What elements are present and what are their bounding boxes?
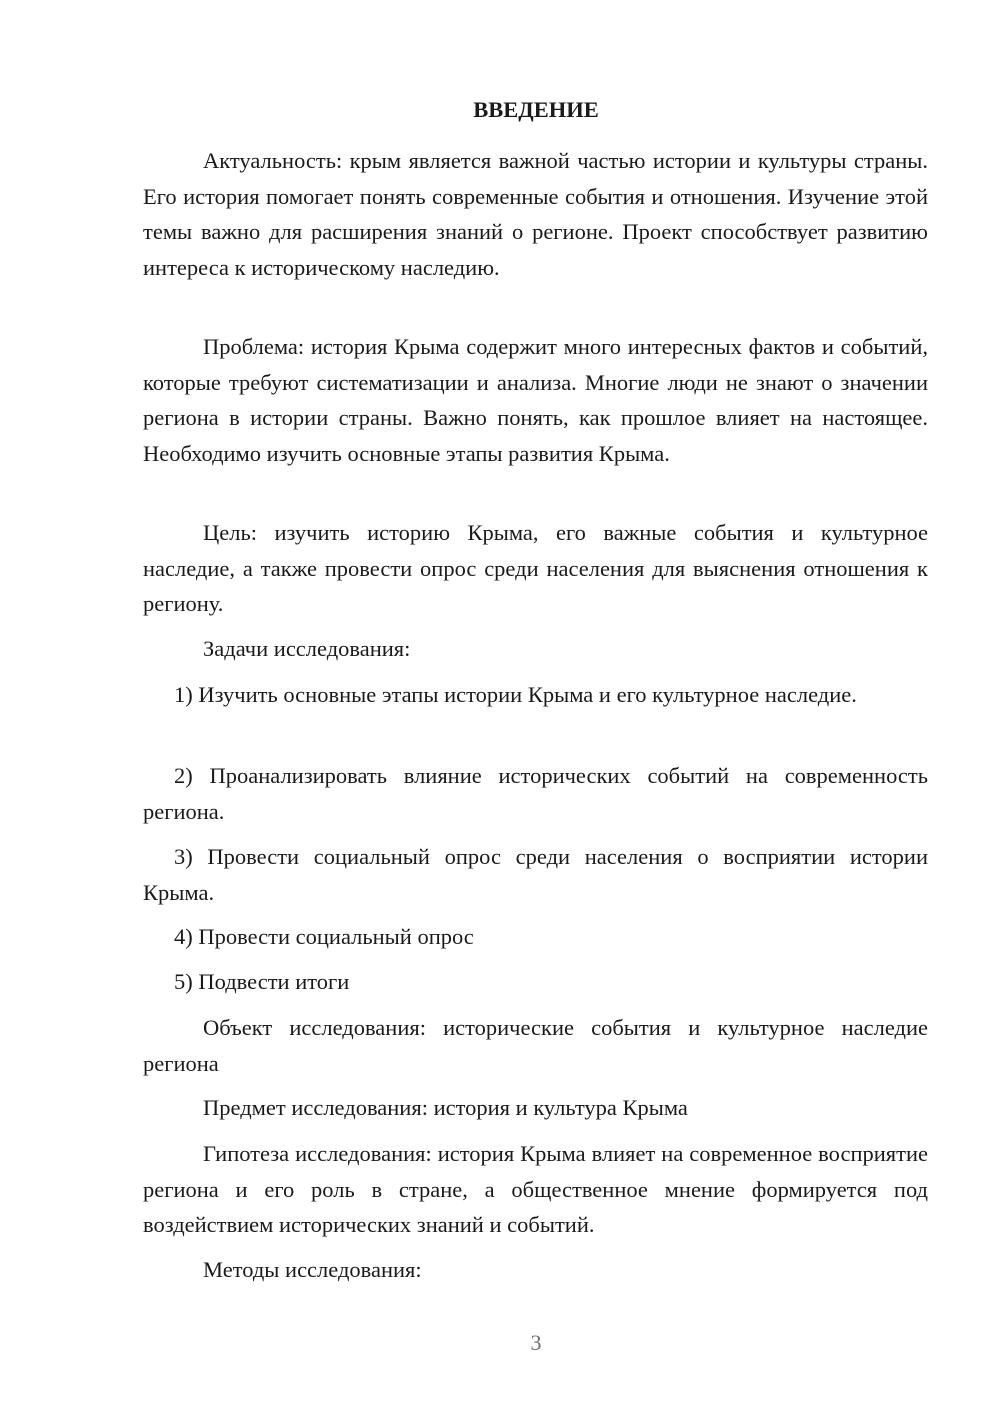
- task-item-5: 5) Подвести итоги: [174, 969, 350, 994]
- methods-heading: Методы исследования:: [203, 1257, 422, 1282]
- goal-paragraph: Цель: изучить историю Крыма, его важные события и культурное наследие, а также провести опрос среди населения для выяснения отношения к региону.: [143, 520, 928, 617]
- object-paragraph: Объект исследования: исторические события и культурное наследие региона: [143, 1015, 928, 1076]
- problem-paragraph: Проблема: история Крыма содержит много интересных фактов и событий, которые требуют систематизации и анализа. Многие люди не знают о значении региона в истории страны. Важно понять, как прошлое влияет на настоящее. Необходимо изучить основные этапы развития Крыма.: [143, 334, 928, 466]
- task-item-3: 3) Провести социальный опрос среди населения о восприятии истории Крыма.: [143, 844, 928, 905]
- page-title: ВВЕДЕНИЕ: [473, 97, 599, 122]
- tasks-heading: Задачи исследования:: [203, 636, 411, 661]
- subject-paragraph: Предмет исследования: история и культура Крыма: [203, 1095, 688, 1120]
- task-item-2: 2) Проанализировать влияние исторических событий на современность региона.: [143, 763, 928, 824]
- relevance-paragraph: Актуальность: крым является важной частью истории и культуры страны. Его история помогает понять современные события и отношения. Изучение этой темы важно для расширения знаний о регионе. Проект способствует развитию интереса к историческому наследию.: [143, 148, 928, 280]
- task-item-4: 4) Провести социальный опрос: [174, 924, 474, 949]
- task-item-1: 1) Изучить основные этапы истории Крыма и его культурное наследие.: [174, 682, 857, 707]
- page-number: 3: [530, 1330, 542, 1355]
- hypothesis-paragraph: Гипотеза исследования: история Крыма влияет на современное восприятие региона и его роль в стране, а общественное мнение формируется под воздействием исторических знаний и событий.: [143, 1141, 928, 1238]
